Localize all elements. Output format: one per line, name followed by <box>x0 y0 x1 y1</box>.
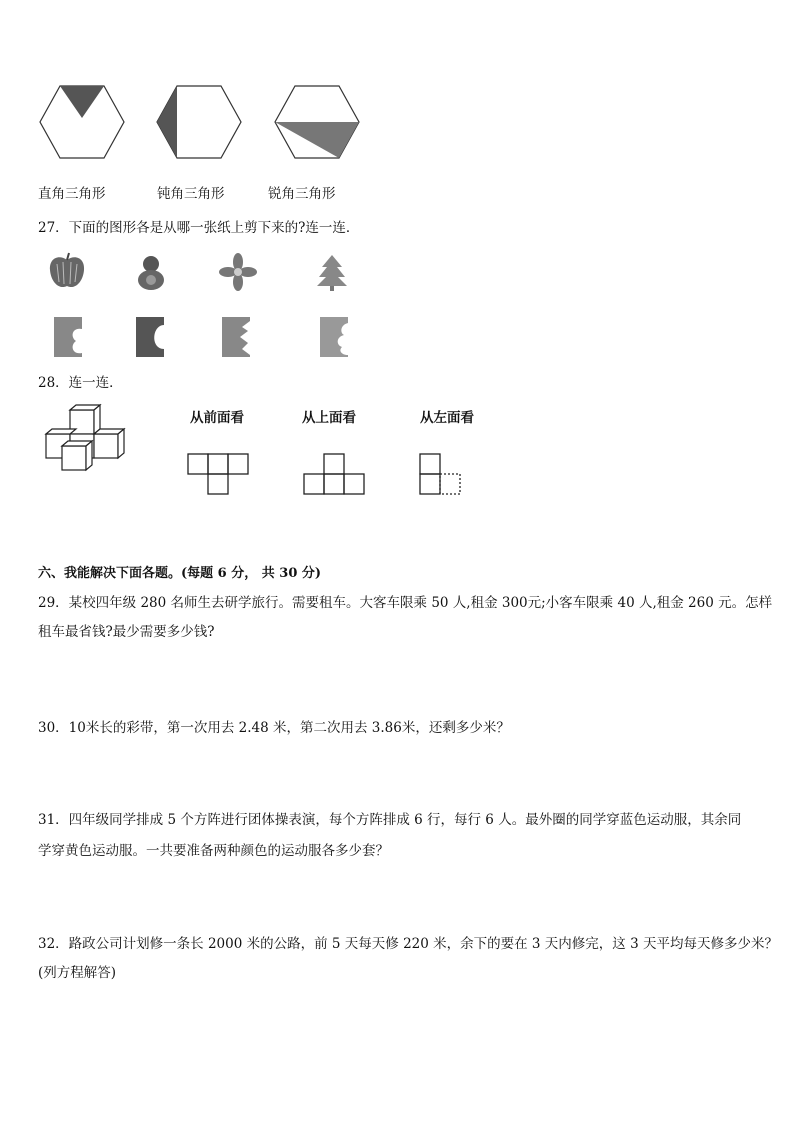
folded-paper-icon <box>220 315 256 359</box>
view-label-front: 从前面看 <box>190 410 244 426</box>
question-31-line-1: 31．四年级同学排成 5 个方阵进行团体操表演，每个方阵排成 6 行，每行 6 人。最外圈的同学穿蓝色运动服，其余同 <box>38 812 742 828</box>
hexagon-obtuse-triangle-figure <box>155 84 245 164</box>
apple-icon <box>47 252 87 292</box>
question-30: 30．10米长的彩带，第一次用去 2.48 米，第二次用去 3.86米，还剩多少米？ <box>38 720 510 736</box>
view-label-left: 从左面看 <box>420 410 474 426</box>
section-6-heading: 六、我能解决下面各题。(每题 6 分， 共 30 分) <box>38 566 322 581</box>
view-label-top: 从上面看 <box>302 410 356 426</box>
folded-paper-icon <box>318 315 354 359</box>
view-left-figure <box>418 452 478 502</box>
question-31-line-2: 学穿黄色运动服。一共要准备两种颜色的运动服各多少套？ <box>38 843 389 859</box>
folded-paper-icon <box>134 315 170 359</box>
folded-paper-icon <box>52 315 88 359</box>
flower-icon <box>218 252 258 292</box>
question-29-line-2: 租车最省钱?最少需要多少钱? <box>38 624 215 640</box>
hexagon-right-triangle-figure <box>38 84 128 164</box>
question-32-line-2: (列方程解答) <box>38 965 117 981</box>
question-32-line-1: 32．路政公司计划修一条长 2000 米的公路，前 5 天每天修 220 米，余下的要在 3 天内修完，这 3 天平均每天修多少米？ <box>38 936 778 952</box>
tree-icon <box>312 252 352 292</box>
view-top-figure <box>302 452 382 502</box>
question-28: 28．连一连． <box>38 375 123 391</box>
label-right-triangle: 直角三角形 <box>38 186 106 202</box>
view-front-figure <box>186 452 266 502</box>
question-29-line-1: 29．某校四年级 280 名师生去研学旅行。需要租车。大客车限乘 50 人,租金 300元;小客车限乘 40 人,租金 260 元。怎样 <box>38 595 773 611</box>
label-acute-triangle: 锐角三角形 <box>268 186 336 202</box>
gourd-icon <box>131 252 171 292</box>
question-27: 27．下面的图形各是从哪一张纸上剪下来的?连一连． <box>38 220 360 236</box>
cube-stack-figure <box>40 404 140 484</box>
hexagon-acute-triangle-figure <box>273 84 363 164</box>
label-obtuse-triangle: 钝角三角形 <box>157 186 225 202</box>
